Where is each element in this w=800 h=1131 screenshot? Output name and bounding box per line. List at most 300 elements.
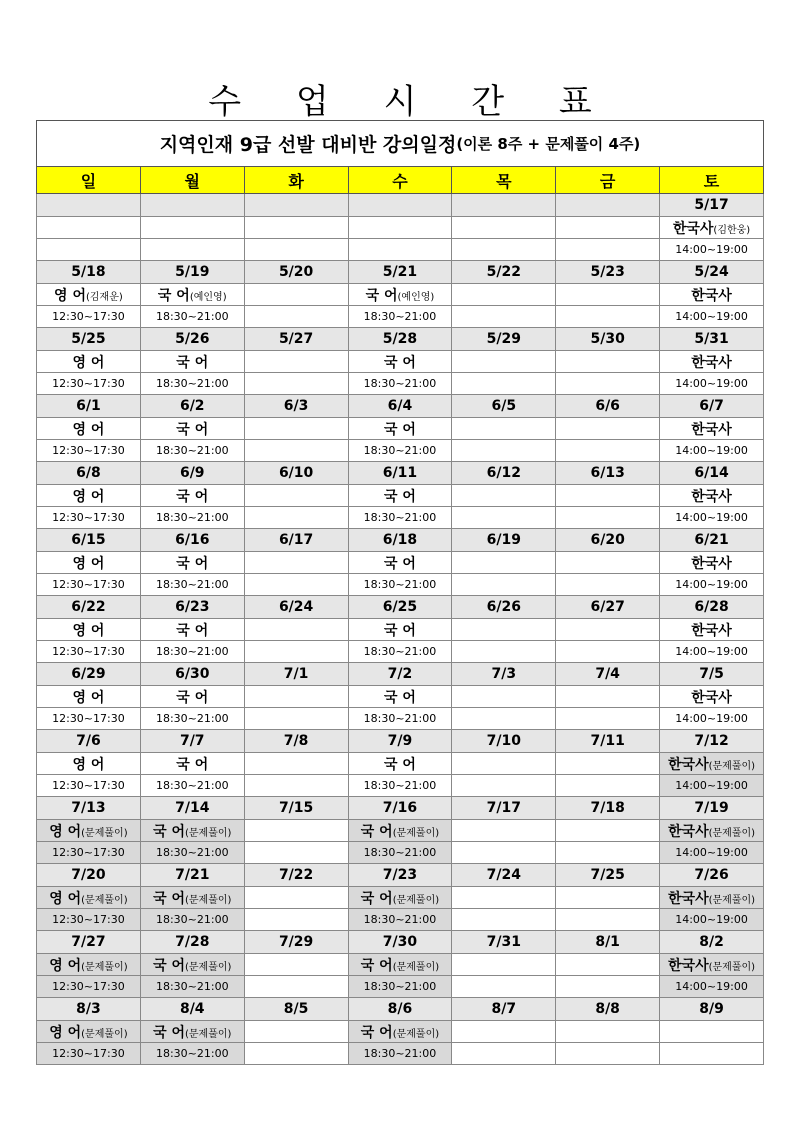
date-cell: 7/19: [660, 797, 764, 820]
date-cell: 6/27: [556, 596, 660, 619]
date-cell: 6/23: [140, 596, 244, 619]
time-cell: 18:30~21:00: [348, 373, 452, 395]
subject-cell: [140, 753, 244, 775]
time-cell: 12:30~17:30: [37, 641, 141, 663]
subject-label: 국 어: [360, 957, 393, 974]
date-cell: 5/26: [140, 328, 244, 351]
schedule-subtitle: [36, 120, 764, 166]
subject-label: 한국사: [668, 756, 709, 773]
time-cell: 14:00~19:00: [660, 239, 764, 261]
date-cell: 8/9: [660, 998, 764, 1021]
date-cell: 5/21: [348, 261, 452, 284]
date-cell: 7/3: [452, 663, 556, 686]
subject-note: (문제풀이): [185, 961, 232, 973]
date-cell: 6/29: [37, 663, 141, 686]
date-row: [37, 998, 764, 1021]
subject-cell: [37, 217, 141, 239]
subject-cell: [556, 954, 660, 976]
subject-cell: [348, 820, 452, 842]
subject-cell: [660, 418, 764, 440]
time-cell: [556, 574, 660, 596]
date-cell: 7/17: [452, 797, 556, 820]
subject-label: 국 어: [365, 287, 398, 304]
subject-cell: [348, 954, 452, 976]
time-cell: 18:30~21:00: [140, 976, 244, 998]
date-cell: [140, 194, 244, 217]
subject-note: (문제풀이): [392, 894, 440, 906]
time-row: [37, 239, 764, 261]
time-cell: 18:30~21:00: [348, 1043, 452, 1065]
subtitle-sub: (이론 8주 + 문제풀이 4주): [456, 135, 641, 153]
time-cell: 14:00~19:00: [660, 641, 764, 663]
subject-label: 영 어: [72, 622, 105, 639]
subject-cell: [37, 820, 141, 842]
time-row: [37, 976, 764, 998]
weekday-cell: 목: [452, 167, 556, 194]
time-cell: [37, 239, 141, 261]
time-cell: [556, 775, 660, 797]
subject-cell: [37, 284, 141, 306]
date-cell: 6/18: [348, 529, 452, 552]
subject-label: 국 어: [383, 622, 416, 639]
subject-row: [37, 485, 764, 507]
date-cell: 6/15: [37, 529, 141, 552]
subject-cell: [348, 284, 452, 306]
time-cell: [140, 239, 244, 261]
time-row: [37, 440, 764, 462]
page-title: 수 업 시 간 표: [208, 82, 614, 122]
subject-cell: [244, 753, 348, 775]
time-cell: [452, 306, 556, 328]
subject-cell: [660, 887, 764, 909]
date-cell: 7/11: [556, 730, 660, 753]
time-cell: 14:00~19:00: [660, 574, 764, 596]
time-cell: [452, 440, 556, 462]
schedule-table: [36, 166, 764, 1065]
subject-label: 영 어: [49, 957, 82, 974]
subject-note: (문제풀이): [392, 827, 440, 839]
subject-cell: [348, 351, 452, 373]
subject-note: (문제풀이): [392, 961, 440, 973]
subject-note: (문제풀이): [392, 1028, 440, 1040]
subject-cell: [452, 485, 556, 507]
subject-cell: [244, 887, 348, 909]
date-cell: 6/19: [452, 529, 556, 552]
subject-cell: [348, 619, 452, 641]
schedule-sheet: [36, 120, 764, 1065]
date-cell: 6/10: [244, 462, 348, 485]
subject-row: [37, 686, 764, 708]
subject-label: 국 어: [383, 354, 416, 371]
time-cell: [556, 708, 660, 730]
time-cell: [452, 976, 556, 998]
date-cell: 6/1: [37, 395, 141, 418]
date-cell: 8/7: [452, 998, 556, 1021]
subject-row: [37, 1021, 764, 1043]
subject-cell: [452, 351, 556, 373]
date-cell: 7/7: [140, 730, 244, 753]
subject-cell: [556, 351, 660, 373]
subject-cell: [348, 887, 452, 909]
time-cell: [452, 574, 556, 596]
subject-cell: [348, 686, 452, 708]
time-cell: [452, 239, 556, 261]
date-cell: 7/6: [37, 730, 141, 753]
subject-cell: [452, 217, 556, 239]
date-cell: 7/27: [37, 931, 141, 954]
subject-note: (예인영): [397, 291, 435, 303]
subject-label: 한국사: [691, 421, 732, 438]
date-cell: 6/20: [556, 529, 660, 552]
time-cell: [244, 574, 348, 596]
subject-cell: [348, 485, 452, 507]
subject-cell: [556, 619, 660, 641]
subject-cell: [37, 686, 141, 708]
subject-cell: [348, 753, 452, 775]
time-cell: 14:00~19:00: [660, 708, 764, 730]
date-cell: 5/17: [660, 194, 764, 217]
subject-cell: [244, 954, 348, 976]
time-cell: [556, 507, 660, 529]
date-cell: 5/29: [452, 328, 556, 351]
time-row: [37, 708, 764, 730]
subject-cell: [37, 1021, 141, 1043]
date-cell: 6/16: [140, 529, 244, 552]
date-cell: 7/21: [140, 864, 244, 887]
time-cell: [244, 373, 348, 395]
date-cell: [452, 194, 556, 217]
time-cell: [660, 1043, 764, 1065]
time-row: [37, 306, 764, 328]
time-cell: [556, 306, 660, 328]
date-cell: 7/30: [348, 931, 452, 954]
subject-row: [37, 753, 764, 775]
subject-label: 영 어: [72, 354, 105, 371]
subject-cell: [452, 887, 556, 909]
subject-note: (문제풀이): [708, 760, 756, 772]
subject-label: 국 어: [176, 421, 209, 438]
subject-cell: [140, 1021, 244, 1043]
subject-cell: [244, 552, 348, 574]
date-row: [37, 730, 764, 753]
time-cell: 18:30~21:00: [140, 1043, 244, 1065]
subject-cell: [452, 552, 556, 574]
subject-label: 영 어: [72, 555, 105, 572]
subject-label: 한국사: [668, 823, 709, 840]
subject-row: [37, 820, 764, 842]
time-cell: 12:30~17:30: [37, 440, 141, 462]
subject-cell: [348, 552, 452, 574]
subject-label: 국 어: [360, 823, 393, 840]
date-row: [37, 596, 764, 619]
time-cell: [244, 440, 348, 462]
date-cell: 5/22: [452, 261, 556, 284]
subject-cell: [660, 820, 764, 842]
date-cell: 7/22: [244, 864, 348, 887]
subject-note: (김한웅): [713, 224, 751, 236]
time-cell: 12:30~17:30: [37, 842, 141, 864]
subject-cell: [556, 217, 660, 239]
subject-cell: [452, 820, 556, 842]
date-cell: 8/1: [556, 931, 660, 954]
time-cell: 18:30~21:00: [140, 306, 244, 328]
subject-cell: [37, 753, 141, 775]
subject-cell: [140, 820, 244, 842]
subject-cell: [37, 351, 141, 373]
subject-cell: [660, 954, 764, 976]
date-row: [37, 261, 764, 284]
date-row: [37, 663, 764, 686]
date-cell: 7/23: [348, 864, 452, 887]
subject-label: 국 어: [176, 622, 209, 639]
date-cell: 6/9: [140, 462, 244, 485]
date-cell: 6/22: [37, 596, 141, 619]
time-cell: 14:00~19:00: [660, 373, 764, 395]
subject-label: 국 어: [360, 1024, 393, 1041]
subject-cell: [140, 619, 244, 641]
date-cell: 6/11: [348, 462, 452, 485]
time-cell: 18:30~21:00: [140, 440, 244, 462]
date-cell: 5/30: [556, 328, 660, 351]
date-cell: 6/24: [244, 596, 348, 619]
date-cell: 5/23: [556, 261, 660, 284]
subject-cell: [348, 217, 452, 239]
date-cell: 7/2: [348, 663, 452, 686]
subtitle-main: 지역인재 9급 선발 대비반 강의일정: [159, 134, 457, 156]
date-row: [37, 194, 764, 217]
subject-cell: [37, 887, 141, 909]
date-cell: 7/29: [244, 931, 348, 954]
time-row: [37, 842, 764, 864]
date-cell: 5/24: [660, 261, 764, 284]
time-row: [37, 641, 764, 663]
subject-cell: [452, 284, 556, 306]
subject-label: 영 어: [72, 756, 105, 773]
subject-label: 한국사: [672, 220, 714, 237]
subject-label: 한국사: [668, 890, 709, 907]
date-cell: 6/7: [660, 395, 764, 418]
subject-cell: [660, 485, 764, 507]
time-cell: 12:30~17:30: [37, 909, 141, 931]
date-cell: 7/4: [556, 663, 660, 686]
subject-cell: [660, 1021, 764, 1043]
subject-note: (문제풀이): [81, 961, 128, 973]
subject-row: [37, 351, 764, 373]
time-row: [37, 507, 764, 529]
time-cell: [452, 641, 556, 663]
subject-note: (문제풀이): [81, 894, 128, 906]
subject-cell: [556, 418, 660, 440]
time-cell: [348, 239, 452, 261]
subject-note: (문제풀이): [185, 1028, 232, 1040]
time-cell: [452, 909, 556, 931]
subject-cell: [452, 1021, 556, 1043]
subject-cell: [556, 1021, 660, 1043]
time-cell: [556, 239, 660, 261]
date-cell: 7/20: [37, 864, 141, 887]
time-cell: 18:30~21:00: [348, 976, 452, 998]
subject-cell: [140, 954, 244, 976]
subject-cell: [556, 552, 660, 574]
subject-cell: [37, 619, 141, 641]
date-cell: 5/31: [660, 328, 764, 351]
time-cell: [452, 775, 556, 797]
subject-label: 한국사: [691, 555, 732, 572]
time-cell: [244, 239, 348, 261]
date-cell: 6/13: [556, 462, 660, 485]
time-cell: 18:30~21:00: [140, 507, 244, 529]
subject-cell: [140, 552, 244, 574]
subject-cell: [140, 686, 244, 708]
subject-label: 영 어: [72, 689, 105, 706]
subject-note: (문제풀이): [185, 894, 232, 906]
date-cell: [37, 194, 141, 217]
subject-cell: [452, 619, 556, 641]
subject-cell: [660, 552, 764, 574]
subject-note: (문제풀이): [81, 827, 128, 839]
date-cell: [244, 194, 348, 217]
subject-cell: [660, 686, 764, 708]
subject-label: 한국사: [691, 622, 732, 639]
time-cell: 18:30~21:00: [140, 708, 244, 730]
date-row: [37, 931, 764, 954]
subject-label: 국 어: [383, 488, 416, 505]
weekday-cell: 수: [348, 167, 452, 194]
subject-cell: [660, 753, 764, 775]
subject-label: 국 어: [383, 689, 416, 706]
date-cell: 7/31: [452, 931, 556, 954]
date-cell: 8/8: [556, 998, 660, 1021]
time-cell: 18:30~21:00: [348, 842, 452, 864]
time-cell: 18:30~21:00: [140, 574, 244, 596]
time-cell: [452, 842, 556, 864]
time-cell: [244, 909, 348, 931]
time-cell: 14:00~19:00: [660, 775, 764, 797]
subject-note: (문제풀이): [708, 827, 756, 839]
subject-label: 영 어: [49, 823, 82, 840]
time-cell: 12:30~17:30: [37, 708, 141, 730]
date-cell: 8/3: [37, 998, 141, 1021]
date-row: [37, 395, 764, 418]
weekday-cell: 월: [140, 167, 244, 194]
time-cell: 14:00~19:00: [660, 507, 764, 529]
subject-label: 국 어: [153, 957, 185, 974]
weekday-cell: 금: [556, 167, 660, 194]
subject-row: [37, 284, 764, 306]
subject-label: 영 어: [49, 890, 82, 907]
date-row: [37, 462, 764, 485]
date-cell: 5/28: [348, 328, 452, 351]
subject-cell: [556, 485, 660, 507]
time-cell: 18:30~21:00: [348, 507, 452, 529]
time-row: [37, 1043, 764, 1065]
subject-cell: [244, 820, 348, 842]
time-cell: 12:30~17:30: [37, 507, 141, 529]
subject-label: 국 어: [176, 354, 209, 371]
date-cell: 7/28: [140, 931, 244, 954]
time-cell: 18:30~21:00: [348, 440, 452, 462]
subject-cell: [556, 820, 660, 842]
subject-label: 국 어: [383, 421, 416, 438]
date-cell: 7/9: [348, 730, 452, 753]
subject-cell: [140, 887, 244, 909]
subject-cell: [244, 217, 348, 239]
time-cell: 12:30~17:30: [37, 574, 141, 596]
subject-cell: [452, 686, 556, 708]
subject-cell: [452, 753, 556, 775]
time-cell: [452, 373, 556, 395]
date-cell: 8/6: [348, 998, 452, 1021]
time-row: [37, 775, 764, 797]
date-row: [37, 328, 764, 351]
date-cell: 7/18: [556, 797, 660, 820]
date-cell: 6/21: [660, 529, 764, 552]
time-cell: 14:00~19:00: [660, 842, 764, 864]
date-cell: 5/27: [244, 328, 348, 351]
subject-label: 영 어: [49, 1024, 82, 1041]
subject-label: 한국사: [691, 354, 732, 371]
date-cell: 8/2: [660, 931, 764, 954]
subject-cell: [140, 418, 244, 440]
date-cell: 8/5: [244, 998, 348, 1021]
time-cell: [452, 507, 556, 529]
subject-row: [37, 887, 764, 909]
subject-row: [37, 954, 764, 976]
date-cell: 8/4: [140, 998, 244, 1021]
time-cell: [556, 440, 660, 462]
subject-label: 국 어: [176, 689, 209, 706]
subject-row: [37, 418, 764, 440]
subject-note: (문제풀이): [81, 1028, 128, 1040]
time-cell: 12:30~17:30: [37, 373, 141, 395]
subject-cell: [556, 887, 660, 909]
subject-cell: [244, 1021, 348, 1043]
time-row: [37, 373, 764, 395]
date-cell: 6/28: [660, 596, 764, 619]
time-row: [37, 574, 764, 596]
time-cell: [556, 373, 660, 395]
time-cell: [556, 976, 660, 998]
date-cell: 6/17: [244, 529, 348, 552]
time-cell: 18:30~21:00: [348, 775, 452, 797]
subject-cell: [660, 351, 764, 373]
date-cell: 5/25: [37, 328, 141, 351]
subject-cell: [37, 418, 141, 440]
time-cell: [244, 641, 348, 663]
time-cell: 18:30~21:00: [348, 909, 452, 931]
time-cell: 14:00~19:00: [660, 306, 764, 328]
date-cell: 7/13: [37, 797, 141, 820]
subject-cell: [140, 217, 244, 239]
time-cell: [452, 1043, 556, 1065]
subject-label: 국 어: [383, 756, 416, 773]
subject-cell: [244, 686, 348, 708]
date-cell: [556, 194, 660, 217]
date-cell: 7/10: [452, 730, 556, 753]
date-cell: 6/12: [452, 462, 556, 485]
time-cell: 12:30~17:30: [37, 775, 141, 797]
subject-cell: [660, 284, 764, 306]
date-row: [37, 529, 764, 552]
subject-cell: [660, 619, 764, 641]
date-cell: 7/8: [244, 730, 348, 753]
subject-cell: [244, 284, 348, 306]
subject-cell: [140, 485, 244, 507]
time-cell: 12:30~17:30: [37, 306, 141, 328]
subject-cell: [556, 284, 660, 306]
date-cell: 7/1: [244, 663, 348, 686]
subject-row: [37, 217, 764, 239]
